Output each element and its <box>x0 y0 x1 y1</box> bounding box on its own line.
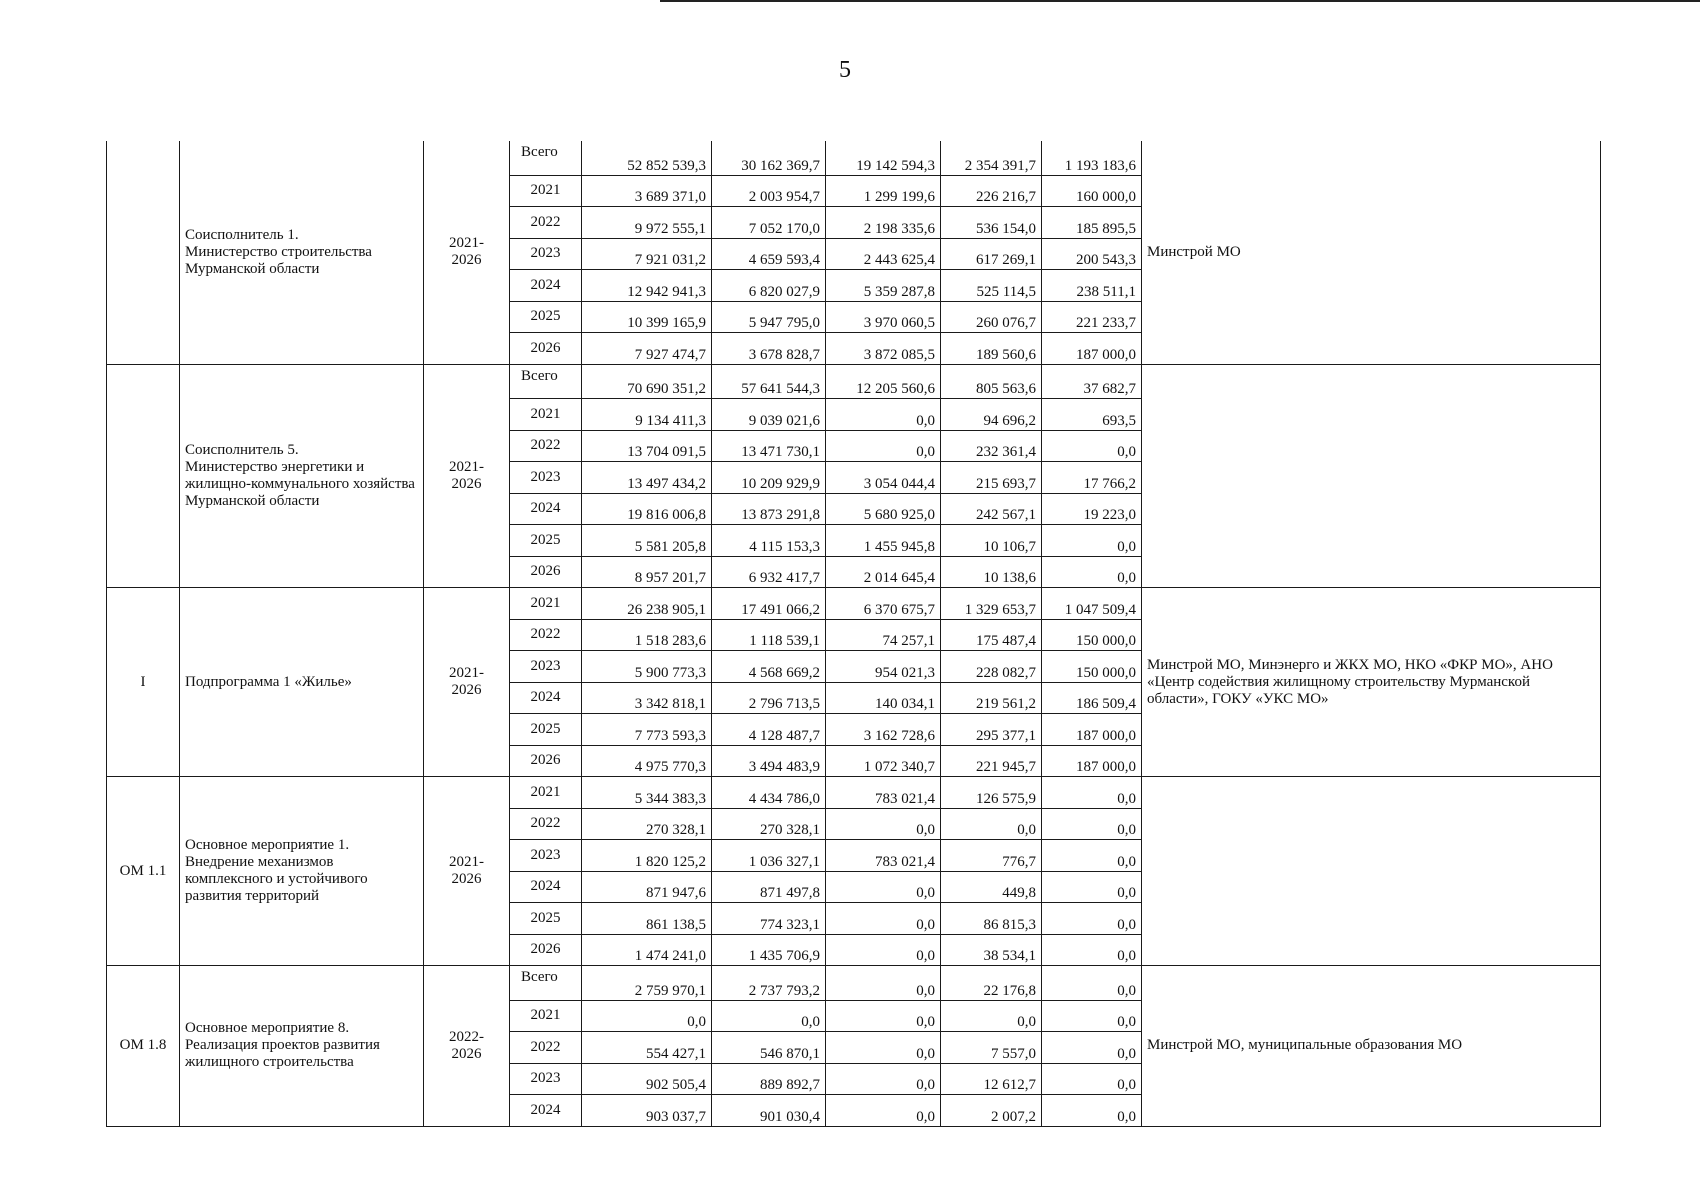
amount-cell: 37 682,7 <box>1042 364 1142 399</box>
amount-cell: 270 328,1 <box>712 808 826 840</box>
amount-cell: 3 342 818,1 <box>582 682 712 714</box>
amount-cell: 215 693,7 <box>941 462 1042 494</box>
amount-cell: 0,0 <box>826 808 941 840</box>
amount-cell: 889 892,7 <box>712 1063 826 1095</box>
year-cell: 2021 <box>510 1000 582 1032</box>
amount-cell: 0,0 <box>826 934 941 966</box>
amount-cell: 74 257,1 <box>826 619 941 651</box>
amount-cell: 4 568 669,2 <box>712 651 826 683</box>
amount-cell: 2 737 793,2 <box>712 966 826 1001</box>
amount-cell: 0,0 <box>941 808 1042 840</box>
implementation-period: 2021- 2026 <box>424 364 510 588</box>
amount-cell: 0,0 <box>826 399 941 431</box>
amount-cell: 3 872 085,5 <box>826 333 941 365</box>
amount-cell: 13 704 091,5 <box>582 430 712 462</box>
amount-cell: 1 435 706,9 <box>712 934 826 966</box>
executor-cell: Минстрой МО <box>1142 141 1601 364</box>
amount-cell: 150 000,0 <box>1042 619 1142 651</box>
page-number: 5 <box>839 57 851 83</box>
amount-cell: 546 870,1 <box>712 1032 826 1064</box>
year-cell: 2026 <box>510 556 582 588</box>
amount-cell: 70 690 351,2 <box>582 364 712 399</box>
table-row <box>107 777 1601 809</box>
amount-cell: 0,0 <box>1042 903 1142 935</box>
amount-cell: 1 036 327,1 <box>712 840 826 872</box>
amount-cell: 0,0 <box>1042 808 1142 840</box>
row-code: I <box>107 588 180 777</box>
year-cell: 2026 <box>510 934 582 966</box>
amount-cell: 187 000,0 <box>1042 745 1142 777</box>
row-code <box>107 141 180 364</box>
executor-cell <box>1142 364 1601 588</box>
amount-cell: 3 689 371,0 <box>582 175 712 207</box>
amount-cell: 38 534,1 <box>941 934 1042 966</box>
amount-cell: 9 134 411,3 <box>582 399 712 431</box>
amount-cell: 0,0 <box>1042 966 1142 1001</box>
amount-cell: 13 873 291,8 <box>712 493 826 525</box>
amount-cell: 242 567,1 <box>941 493 1042 525</box>
amount-cell: 783 021,4 <box>826 840 941 872</box>
item-name: Основное мероприятие 8. Реализация проектов развития жилищного строительства <box>180 966 424 1127</box>
amount-cell: 260 076,7 <box>941 301 1042 333</box>
amount-cell: 449,8 <box>941 871 1042 903</box>
amount-cell: 0,0 <box>582 1000 712 1032</box>
amount-cell: 554 427,1 <box>582 1032 712 1064</box>
amount-cell: 0,0 <box>826 430 941 462</box>
implementation-period: 2021- 2026 <box>424 141 510 364</box>
amount-cell: 94 696,2 <box>941 399 1042 431</box>
amount-cell: 1 820 125,2 <box>582 840 712 872</box>
year-cell: 2025 <box>510 525 582 557</box>
year-cell: 2023 <box>510 462 582 494</box>
year-cell: 2021 <box>510 777 582 809</box>
amount-cell: 0,0 <box>1042 525 1142 557</box>
year-cell: 2024 <box>510 270 582 302</box>
amount-cell: 2 198 335,6 <box>826 207 941 239</box>
year-cell: 2022 <box>510 207 582 239</box>
row-code: ОМ 1.8 <box>107 966 180 1127</box>
amount-cell: 4 659 593,4 <box>712 238 826 270</box>
amount-cell: 185 895,5 <box>1042 207 1142 239</box>
amount-cell: 4 975 770,3 <box>582 745 712 777</box>
amount-cell: 3 494 483,9 <box>712 745 826 777</box>
amount-cell: 0,0 <box>826 1063 941 1095</box>
amount-cell: 903 037,7 <box>582 1095 712 1127</box>
amount-cell: 1 047 509,4 <box>1042 588 1142 620</box>
amount-cell: 9 039 021,6 <box>712 399 826 431</box>
amount-cell: 150 000,0 <box>1042 651 1142 683</box>
amount-cell: 7 927 474,7 <box>582 333 712 365</box>
amount-cell: 1 329 653,7 <box>941 588 1042 620</box>
amount-cell: 0,0 <box>1042 1000 1142 1032</box>
amount-cell: 7 052 170,0 <box>712 207 826 239</box>
amount-cell: 0,0 <box>1042 1063 1142 1095</box>
year-cell: Всего <box>510 141 582 175</box>
amount-cell: 2 014 645,4 <box>826 556 941 588</box>
table-row <box>107 966 1601 1001</box>
year-cell: 2024 <box>510 1095 582 1127</box>
amount-cell: 774 323,1 <box>712 903 826 935</box>
year-cell: 2022 <box>510 808 582 840</box>
executor-cell: Минстрой МО, Минэнерго и ЖКХ МО, НКО «ФКР МО», АНО «Центр содействия жилищному строительству Мурманской области», ГОКУ «УКС МО» <box>1142 588 1601 777</box>
amount-cell: 6 370 675,7 <box>826 588 941 620</box>
year-cell: 2022 <box>510 619 582 651</box>
amount-cell: 783 021,4 <box>826 777 941 809</box>
year-cell: 2025 <box>510 714 582 746</box>
year-cell: 2021 <box>510 588 582 620</box>
amount-cell: 0,0 <box>1042 1032 1142 1064</box>
amount-cell: 0,0 <box>1042 1095 1142 1127</box>
amount-cell: 7 557,0 <box>941 1032 1042 1064</box>
implementation-period: 2021- 2026 <box>424 777 510 966</box>
table-row <box>107 141 1601 175</box>
amount-cell: 901 030,4 <box>712 1095 826 1127</box>
amount-cell: 902 505,4 <box>582 1063 712 1095</box>
amount-cell: 0,0 <box>1042 871 1142 903</box>
budget-table <box>106 141 1601 1127</box>
table-body <box>107 141 1601 1126</box>
amount-cell: 13 497 434,2 <box>582 462 712 494</box>
amount-cell: 805 563,6 <box>941 364 1042 399</box>
amount-cell: 2 007,2 <box>941 1095 1042 1127</box>
amount-cell: 175 487,4 <box>941 619 1042 651</box>
item-name: Основное мероприятие 1. Внедрение механизмов комплексного и устойчивого развития территорий <box>180 777 424 966</box>
row-code: ОМ 1.1 <box>107 777 180 966</box>
amount-cell: 8 957 201,7 <box>582 556 712 588</box>
amount-cell: 2 354 391,7 <box>941 141 1042 175</box>
amount-cell: 1 518 283,6 <box>582 619 712 651</box>
amount-cell: 2 759 970,1 <box>582 966 712 1001</box>
amount-cell: 6 820 027,9 <box>712 270 826 302</box>
amount-cell: 17 491 066,2 <box>712 588 826 620</box>
amount-cell: 12 612,7 <box>941 1063 1042 1095</box>
amount-cell: 5 900 773,3 <box>582 651 712 683</box>
amount-cell: 0,0 <box>1042 556 1142 588</box>
year-cell: 2026 <box>510 745 582 777</box>
executor-cell: Минстрой МО, муниципальные образования МО <box>1142 966 1601 1127</box>
year-cell: 2021 <box>510 399 582 431</box>
top-rule <box>660 0 1700 2</box>
amount-cell: 3 162 728,6 <box>826 714 941 746</box>
amount-cell: 52 852 539,3 <box>582 141 712 175</box>
table-row <box>107 588 1601 620</box>
amount-cell: 6 932 417,7 <box>712 556 826 588</box>
amount-cell: 10 138,6 <box>941 556 1042 588</box>
amount-cell: 0,0 <box>826 871 941 903</box>
table-row <box>107 364 1601 399</box>
amount-cell: 19 223,0 <box>1042 493 1142 525</box>
amount-cell: 238 511,1 <box>1042 270 1142 302</box>
amount-cell: 5 344 383,3 <box>582 777 712 809</box>
amount-cell: 0,0 <box>826 1000 941 1032</box>
amount-cell: 5 680 925,0 <box>826 493 941 525</box>
amount-cell: 5 581 205,8 <box>582 525 712 557</box>
amount-cell: 693,5 <box>1042 399 1142 431</box>
amount-cell: 5 947 795,0 <box>712 301 826 333</box>
amount-cell: 4 115 153,3 <box>712 525 826 557</box>
amount-cell: 9 972 555,1 <box>582 207 712 239</box>
amount-cell: 0,0 <box>712 1000 826 1032</box>
item-name: Соисполнитель 5. Министерство энергетики и жилищно-коммунального хозяйства Мурманской области <box>180 364 424 588</box>
amount-cell: 536 154,0 <box>941 207 1042 239</box>
amount-cell: 0,0 <box>941 1000 1042 1032</box>
implementation-period: 2022- 2026 <box>424 966 510 1127</box>
amount-cell: 1 193 183,6 <box>1042 141 1142 175</box>
amount-cell: 19 142 594,3 <box>826 141 941 175</box>
amount-cell: 3 970 060,5 <box>826 301 941 333</box>
amount-cell: 3 678 828,7 <box>712 333 826 365</box>
amount-cell: 1 072 340,7 <box>826 745 941 777</box>
amount-cell: 2 003 954,7 <box>712 175 826 207</box>
amount-cell: 189 560,6 <box>941 333 1042 365</box>
item-name: Подпрограмма 1 «Жилье» <box>180 588 424 777</box>
amount-cell: 776,7 <box>941 840 1042 872</box>
amount-cell: 10 399 165,9 <box>582 301 712 333</box>
amount-cell: 221 233,7 <box>1042 301 1142 333</box>
year-cell: 2026 <box>510 333 582 365</box>
amount-cell: 186 509,4 <box>1042 682 1142 714</box>
amount-cell: 2 443 625,4 <box>826 238 941 270</box>
row-code <box>107 364 180 588</box>
year-cell: 2024 <box>510 493 582 525</box>
item-name: Соисполнитель 1. Министерство строительства Мурманской области <box>180 141 424 364</box>
year-cell: 2025 <box>510 903 582 935</box>
amount-cell: 861 138,5 <box>582 903 712 935</box>
amount-cell: 219 561,2 <box>941 682 1042 714</box>
amount-cell: 19 816 006,8 <box>582 493 712 525</box>
amount-cell: 200 543,3 <box>1042 238 1142 270</box>
year-cell: 2025 <box>510 301 582 333</box>
amount-cell: 0,0 <box>1042 430 1142 462</box>
amount-cell: 12 205 560,6 <box>826 364 941 399</box>
year-cell: 2024 <box>510 871 582 903</box>
amount-cell: 617 269,1 <box>941 238 1042 270</box>
amount-cell: 160 000,0 <box>1042 175 1142 207</box>
amount-cell: 0,0 <box>1042 840 1142 872</box>
amount-cell: 232 361,4 <box>941 430 1042 462</box>
year-cell: 2022 <box>510 430 582 462</box>
amount-cell: 295 377,1 <box>941 714 1042 746</box>
amount-cell: 140 034,1 <box>826 682 941 714</box>
amount-cell: 221 945,7 <box>941 745 1042 777</box>
amount-cell: 0,0 <box>1042 934 1142 966</box>
year-cell: Всего <box>510 966 582 1001</box>
amount-cell: 0,0 <box>826 966 941 1001</box>
amount-cell: 22 176,8 <box>941 966 1042 1001</box>
amount-cell: 17 766,2 <box>1042 462 1142 494</box>
amount-cell: 7 921 031,2 <box>582 238 712 270</box>
amount-cell: 187 000,0 <box>1042 333 1142 365</box>
amount-cell: 0,0 <box>826 1032 941 1064</box>
year-cell: 2021 <box>510 175 582 207</box>
year-cell: 2023 <box>510 651 582 683</box>
year-cell: 2023 <box>510 1063 582 1095</box>
amount-cell: 26 238 905,1 <box>582 588 712 620</box>
amount-cell: 0,0 <box>1042 777 1142 809</box>
amount-cell: 1 299 199,6 <box>826 175 941 207</box>
amount-cell: 525 114,5 <box>941 270 1042 302</box>
amount-cell: 954 021,3 <box>826 651 941 683</box>
executor-cell <box>1142 777 1601 966</box>
amount-cell: 0,0 <box>826 903 941 935</box>
amount-cell: 187 000,0 <box>1042 714 1142 746</box>
year-cell: Всего <box>510 364 582 399</box>
amount-cell: 57 641 544,3 <box>712 364 826 399</box>
amount-cell: 0,0 <box>826 1095 941 1127</box>
amount-cell: 126 575,9 <box>941 777 1042 809</box>
amount-cell: 86 815,3 <box>941 903 1042 935</box>
amount-cell: 4 434 786,0 <box>712 777 826 809</box>
amount-cell: 30 162 369,7 <box>712 141 826 175</box>
year-cell: 2023 <box>510 238 582 270</box>
amount-cell: 270 328,1 <box>582 808 712 840</box>
amount-cell: 12 942 941,3 <box>582 270 712 302</box>
amount-cell: 13 471 730,1 <box>712 430 826 462</box>
year-cell: 2023 <box>510 840 582 872</box>
amount-cell: 4 128 487,7 <box>712 714 826 746</box>
amount-cell: 2 796 713,5 <box>712 682 826 714</box>
amount-cell: 228 082,7 <box>941 651 1042 683</box>
amount-cell: 226 216,7 <box>941 175 1042 207</box>
amount-cell: 7 773 593,3 <box>582 714 712 746</box>
year-cell: 2022 <box>510 1032 582 1064</box>
amount-cell: 3 054 044,4 <box>826 462 941 494</box>
amount-cell: 10 209 929,9 <box>712 462 826 494</box>
amount-cell: 1 455 945,8 <box>826 525 941 557</box>
amount-cell: 5 359 287,8 <box>826 270 941 302</box>
amount-cell: 10 106,7 <box>941 525 1042 557</box>
amount-cell: 871 947,6 <box>582 871 712 903</box>
year-cell: 2024 <box>510 682 582 714</box>
amount-cell: 1 474 241,0 <box>582 934 712 966</box>
amount-cell: 871 497,8 <box>712 871 826 903</box>
amount-cell: 1 118 539,1 <box>712 619 826 651</box>
implementation-period: 2021- 2026 <box>424 588 510 777</box>
